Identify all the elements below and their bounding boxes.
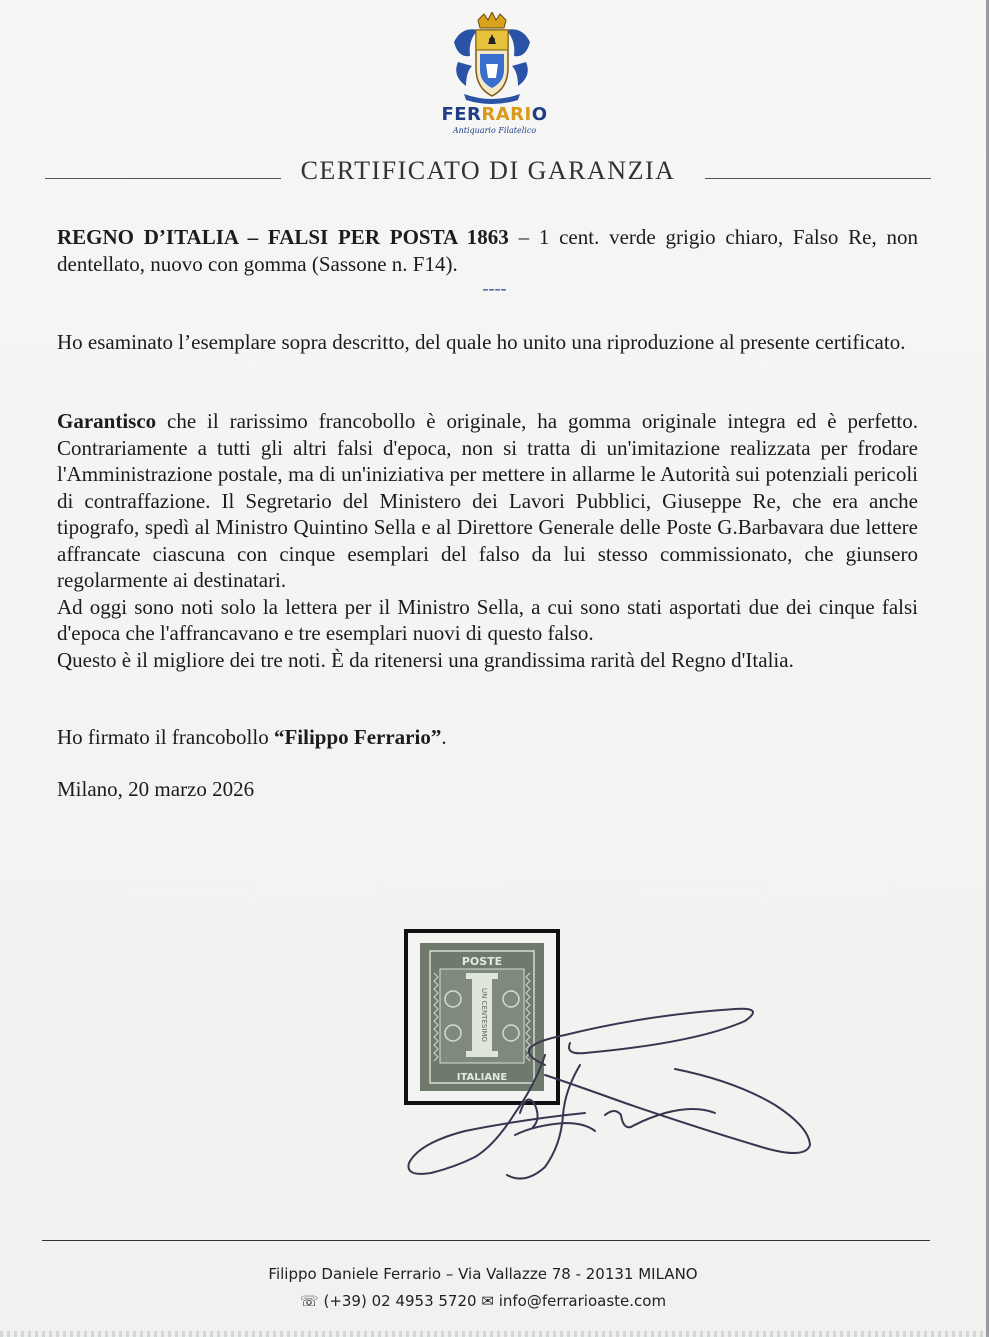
footer-address-line [0,1265,966,1283]
guarantee-paragraph [57,408,918,673]
lot-details: – 1 cent. verde grigio chiaro, Falso Re, non dentellato, nuovo con gomma (Sassone n. F14). [57,225,919,276]
examination-paragraph: Ho esaminato l’esemplare sopra descritto, del quale ho unito una riproduzione al presente certificato. [57,330,906,354]
phone-icon: ☏ [299,1292,319,1310]
signed-suffix: . [441,725,447,749]
brand-logo-text: FERRARIO [441,104,548,125]
place-date: Milano, 20 marzo 2026 [57,777,255,801]
coat-of-arms-icon [448,12,536,104]
guarantee-body: che il rarissimo francobollo è originale, ha gomma originale integra ed è perfetto. Contrariamente a tutti gli altri falsi d'epoca, non si tratta di un'imitazione realizzata per frodare l'Amministrazione postale, ma di un'iniziativa per mettere in allarme le Autorità sui potenziali pericoli di contraffazione. Il Segretario del Ministero dei Lavori Pubblici, Giuseppe Re, che era anche tipografo, spedì al Ministro Quintino Sella e al Direttore Generale delle Poste G.Barbavara due lettere affrancate ciascuna con cinque esemplari del falso da lui stesso commissionato, che giunsero regolarmente ai destinatari. [57,409,918,592]
guarantee-rarity: Questo è il migliore dei tre noti. È da ritenersi una grandissima rarità del Regno d'Italia. [57,647,794,672]
separator: ---- [482,278,507,298]
guarantee-known-copies: Ad oggi sono noti solo la lettera per il Ministro Sella, a cui sono stati asportati due dei cinque falsi d'epoca che l'affrancavano e tre esemplari nuovi di questo falso. [57,594,918,645]
footer-address: – Via Vallazze 78 - 20131 MILANO [441,1265,698,1283]
stamp-side-text: UN CENTESIMO [480,988,488,1042]
signed-statement [57,724,918,751]
signed-name: “Filippo Ferrario” [273,725,442,749]
lot-description [57,224,918,277]
brand-tagline: Antiquario Filatelico [452,126,537,135]
stamp-bottom-text: ITALIANE [456,1072,508,1083]
guarantee-lead: Garantisco [57,409,157,433]
handwritten-signature [395,995,835,1195]
bottom-edge-decoration [0,1331,989,1337]
certificate-title: CERTIFICATO DI GARANZIA [300,156,676,185]
title-rule-right [705,178,931,179]
signed-prefix: Ho firmato il francobollo [57,725,274,749]
footer-contact-line [0,1292,966,1310]
email-icon: ✉ [481,1292,494,1310]
footer-phone[interactable]: (+39) 02 4953 5720 [323,1292,477,1310]
footer-rule [42,1240,930,1241]
footer-email[interactable]: info@ferrarioaste.com [498,1292,667,1310]
title-row [45,156,931,190]
footer-name: Filippo Daniele Ferrario [268,1265,442,1283]
stamp-top-text: POSTE [461,955,503,968]
lot-heading: REGNO D’ITALIA – FALSI PER POSTA 1863 [57,225,509,249]
